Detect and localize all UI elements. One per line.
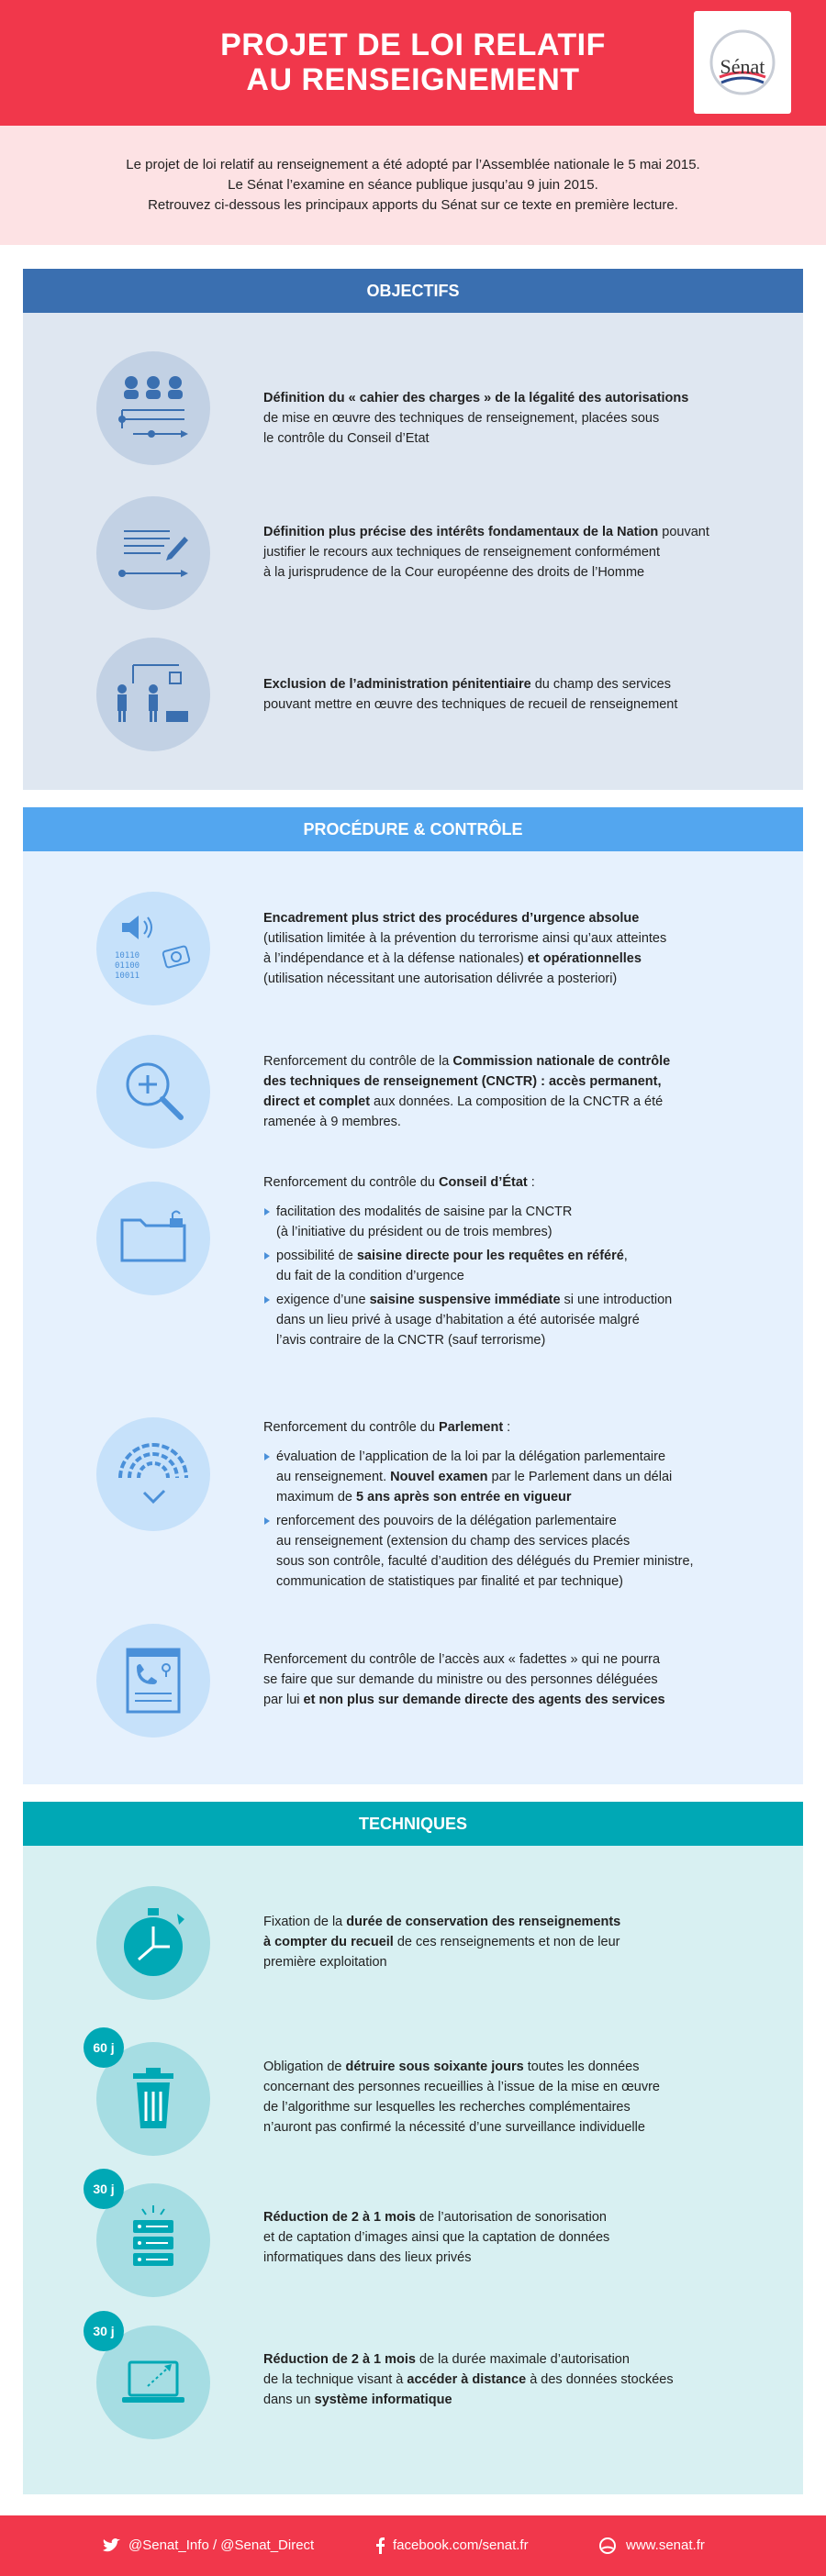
text-line: : xyxy=(527,1175,535,1190)
technique-item xyxy=(23,2169,803,2297)
text-line: de la durée maximale d’autorisation xyxy=(416,2352,630,2367)
objectif-text xyxy=(263,674,759,715)
text-line: Renforcement du contrôle de la xyxy=(263,1054,453,1069)
bullet-item xyxy=(263,1246,759,1286)
section-objectifs xyxy=(23,269,803,790)
technique-text xyxy=(263,1912,759,1972)
procedure-item xyxy=(23,1172,803,1393)
prison-staff-icon xyxy=(96,638,210,751)
text-line: première exploitation xyxy=(263,1955,387,1970)
text-line: dans un xyxy=(263,2393,315,2407)
text-line: de mise en œuvre des techniques de renseignement, placées sous xyxy=(263,411,660,426)
section-title-objectifs: OBJECTIFS xyxy=(23,269,803,313)
procedure-text xyxy=(263,1417,759,1592)
phone-bill-icon xyxy=(96,1624,210,1738)
text-line: de ces renseignements et non de leur xyxy=(393,1935,620,1949)
intro-line: Le Sénat l’examine en séance publique jusqu’au 9 juin 2015. xyxy=(228,177,598,193)
text-line: facilitation des modalités de saisine par la CNCTR xyxy=(276,1205,573,1219)
bullet-item xyxy=(263,1447,759,1507)
objectif-item xyxy=(23,638,803,757)
footer-web[interactable] xyxy=(598,2537,705,2554)
objectif-text xyxy=(263,388,759,449)
objectif-text xyxy=(263,522,759,583)
twitter-link[interactable]: @Senat_Info / @Senat_Direct xyxy=(128,2537,315,2553)
bullet-item xyxy=(263,1290,759,1350)
people-arrows-icon xyxy=(96,351,210,465)
text-line: dans un lieu privé à usage d’habitation a été autorisée malgré xyxy=(276,1313,640,1327)
technique-item xyxy=(23,2311,803,2439)
text-line: et de captation d’images ainsi que la captation de données xyxy=(263,2230,610,2245)
text-line: évaluation de l’application de la loi par la délégation parlementaire xyxy=(276,1449,666,1464)
text-line: exigence d’une xyxy=(276,1293,370,1307)
text-line: renforcement des pouvoirs de la délégation parlementaire xyxy=(276,1514,617,1528)
text-bold: et non plus sur demande directe des agents des services xyxy=(303,1693,665,1707)
text-line: pouvant xyxy=(658,525,709,539)
technique-item xyxy=(23,2027,803,2156)
text-line: possibilité de xyxy=(276,1249,357,1263)
text-bold: des techniques de renseignement (CNCTR) : accès permanent, xyxy=(263,1074,662,1089)
procedure-item xyxy=(23,1035,803,1154)
text-line: à l’indépendance et à la défense nationales) xyxy=(263,951,524,966)
text-line: se faire que sur demande du ministre ou des personnes déléguées xyxy=(263,1672,658,1687)
procedure-text xyxy=(263,1051,759,1132)
text-line: si une introduction xyxy=(560,1293,673,1307)
text-line: le contrôle du Conseil d’Etat xyxy=(263,431,430,446)
technique-text xyxy=(263,2207,759,2268)
text-bold: 5 ans après son entrée en vigueur xyxy=(356,1490,572,1505)
bullet-item xyxy=(263,1511,759,1592)
text-line: informatiques dans des lieux privés xyxy=(263,2250,472,2265)
text-line: par lui xyxy=(263,1693,304,1707)
duration-badge: 30 j xyxy=(84,2311,124,2351)
section-techniques xyxy=(23,1802,803,2494)
text-bold: accéder à distance xyxy=(407,2372,527,2387)
stopwatch-icon xyxy=(96,1886,210,2000)
text-line: de la technique visant à xyxy=(263,2372,407,2387)
folder-lock-icon xyxy=(96,1182,210,1295)
senat-web-icon xyxy=(598,2537,617,2554)
facebook-link[interactable]: facebook.com/senat.fr xyxy=(393,2537,529,2553)
footer xyxy=(0,2515,826,2576)
procedure-text xyxy=(263,1649,759,1710)
text-bold: saisine suspensive immédiate xyxy=(369,1293,561,1307)
document-pen-icon xyxy=(96,496,210,610)
hemicycle-icon xyxy=(96,1417,210,1531)
text-bold: Réduction de 2 à 1 mois xyxy=(263,2352,416,2367)
text-line: de l’algorithme sur lesquelles les recherches complémentaires xyxy=(263,2100,631,2115)
text-bold: détruire sous soixante jours xyxy=(345,2060,524,2074)
procedure-item xyxy=(23,892,803,1011)
text-bold: durée de conservation des renseignements xyxy=(346,1915,621,1929)
text-line: au renseignement. xyxy=(276,1470,391,1484)
text-line: communication de statistiques par finalité et par technique) xyxy=(276,1574,624,1589)
procedure-text xyxy=(263,908,759,989)
section-procedure xyxy=(23,807,803,1784)
svg-text:10011: 10011 xyxy=(115,972,140,981)
text-line: du fait de la condition d’urgence xyxy=(276,1269,464,1283)
text-line: pouvant mettre en œuvre des techniques de recueil de renseignement xyxy=(263,697,678,712)
alert-camera-icon xyxy=(96,892,210,1005)
svg-text:01100: 01100 xyxy=(115,961,140,971)
procedure-text xyxy=(263,1172,759,1350)
text-bold: direct et complet xyxy=(263,1094,371,1109)
footer-twitter[interactable] xyxy=(103,2537,314,2553)
text-bold: Définition plus précise des intérêts fondamentaux de la Nation xyxy=(263,525,659,539)
text-line: , xyxy=(623,1249,628,1263)
text-bold: Commission nationale de contrôle xyxy=(452,1054,671,1069)
magnifier-plus-icon xyxy=(96,1035,210,1149)
intro-block xyxy=(0,126,826,245)
text-bold: Encadrement plus strict des procédures d’urgence absolue xyxy=(263,911,640,926)
intro-line: Retrouvez ci-dessous les principaux apports du Sénat sur ce texte en première lecture. xyxy=(148,197,678,213)
text-line: (utilisation nécessitant une autorisation délivrée a posteriori) xyxy=(263,972,618,986)
text-bold: Réduction de 2 à 1 mois xyxy=(263,2210,416,2225)
text-line: sous son contrôle, faculté d’audition des délégués du Premier ministre, xyxy=(276,1554,694,1569)
duration-badge: 60 j xyxy=(84,2027,124,2068)
text-line: : xyxy=(503,1420,511,1435)
text-line: de l’autorisation de sonorisation xyxy=(416,2210,607,2225)
objectif-item xyxy=(23,496,803,616)
text-line: toutes les données xyxy=(523,2060,640,2074)
text-line: (utilisation limitée à la prévention du terrorisme ainsi qu’aux atteintes xyxy=(263,931,667,946)
duration-badge: 30 j xyxy=(84,2169,124,2209)
page-title-line1: PROJET DE LOI RELATIF xyxy=(220,28,606,62)
text-line: maximum de xyxy=(276,1490,357,1505)
text-line: du champ des services xyxy=(530,677,671,692)
footer-facebook[interactable] xyxy=(376,2537,529,2554)
text-line: ramenée à 9 membres. xyxy=(263,1115,401,1129)
text-line: Renforcement du contrôle du xyxy=(263,1175,440,1190)
objectif-item xyxy=(23,351,803,471)
text-line: au renseignement (extension du champ des services placés xyxy=(276,1534,631,1549)
section-title-procedure: PROCÉDURE & CONTRÔLE xyxy=(23,807,803,851)
text-line: à des données stockées xyxy=(526,2372,674,2387)
text-bold: Définition du « cahier des charges » de la légalité des autorisations xyxy=(263,391,689,405)
text-line: aux données. La composition de la CNCTR a été xyxy=(370,1094,664,1109)
text-bold: à compter du recueil xyxy=(263,1935,394,1949)
technique-text xyxy=(263,2349,759,2410)
senat-logo-text: Sénat xyxy=(720,55,765,78)
text-bold: et opérationnelles xyxy=(523,951,642,966)
intro-line: Le projet de loi relatif au renseignement a été adopté par l’Assemblée nationale le 5 mai 2015. xyxy=(126,157,700,172)
text-line: Obligation de xyxy=(263,2060,346,2074)
text-bold: saisine directe pour les requêtes en référé xyxy=(356,1249,624,1263)
procedure-item xyxy=(23,1417,803,1628)
bullet-item xyxy=(263,1202,759,1242)
text-bold: Conseil d’État xyxy=(439,1175,528,1190)
text-line: à la jurisprudence de la Cour européenne des droits de l’Homme xyxy=(263,565,645,580)
section-title-techniques: TECHNIQUES xyxy=(23,1802,803,1846)
text-bold: système informatique xyxy=(314,2393,452,2407)
header xyxy=(0,0,826,126)
facebook-icon xyxy=(376,2537,385,2554)
text-line: (à l’initiative du président ou de trois membres) xyxy=(276,1225,553,1239)
page-title-line2: AU RENSEIGNEMENT xyxy=(246,62,580,97)
text-line: n’auront pas confirmé la nécessité d’une surveillance individuelle xyxy=(263,2120,645,2135)
procedure-item xyxy=(23,1624,803,1743)
web-link[interactable]: www.senat.fr xyxy=(626,2537,705,2553)
text-bold: Parlement xyxy=(439,1420,504,1435)
technique-text xyxy=(263,2057,759,2137)
text-line: par le Parlement dans un délai xyxy=(487,1470,673,1484)
text-bold: Nouvel examen xyxy=(390,1470,488,1484)
text-line: justifier le recours aux techniques de renseignement conformément xyxy=(263,545,661,560)
technique-item xyxy=(23,1886,803,2005)
text-line: Renforcement du contrôle du xyxy=(263,1420,440,1435)
twitter-icon xyxy=(103,2538,121,2553)
text-line: concernant des personnes recueillies à l’issue de la mise en œuvre xyxy=(263,2080,660,2094)
text-line: l’avis contraire de la CNCTR (sauf terrorisme) xyxy=(276,1333,546,1348)
svg-text:10110: 10110 xyxy=(115,951,140,960)
text-bold: Exclusion de l’administration pénitentiaire xyxy=(263,677,531,692)
text-line: Renforcement du contrôle de l’accès aux « fadettes » qui ne pourra xyxy=(263,1652,661,1667)
text-line: Fixation de la xyxy=(263,1915,347,1929)
senat-logo xyxy=(694,11,791,114)
